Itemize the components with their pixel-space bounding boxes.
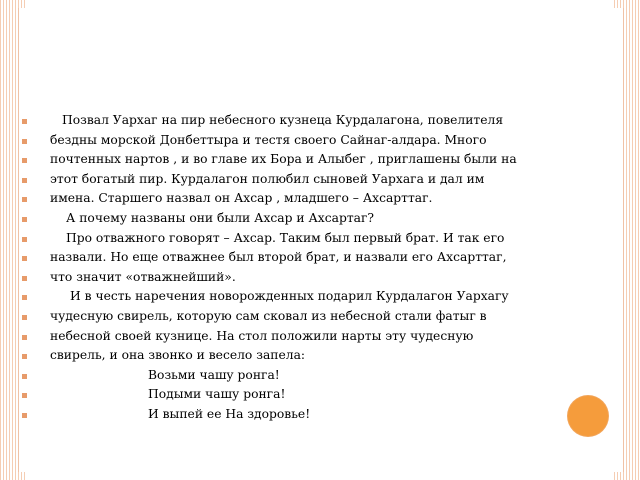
bullet-icon [22, 119, 27, 124]
paragraph-line: имена. Старшего назвал он Ахсар , младшего – Ахсарттаг. [22, 189, 582, 209]
bullet-icon [22, 178, 27, 183]
paragraph-line: почтенных нартов , и во главе их Бора и Алыбег , приглашены были на [22, 150, 582, 170]
slide-text [22, 111, 582, 425]
paragraph-line: что значит «отважнейший». [22, 268, 582, 288]
bullet-icon [22, 393, 27, 398]
paragraph-line: небесной своей кузнице. На стол положили нарты эту чудесную [22, 327, 582, 347]
paragraph-line: этот богатый пир. Курдалагон полюбил сыновей Уархага и дал им [22, 170, 582, 190]
bullet-icon [22, 139, 27, 144]
bullet-icon [22, 256, 27, 261]
bullet-icon [22, 295, 27, 300]
song-line: Возьми чашу ронга! [22, 366, 582, 386]
bullet-icon [22, 354, 27, 359]
song-line: И выпей ее На здоровье! [22, 405, 582, 425]
bullet-icon [22, 315, 27, 320]
orange-circle-decoration [568, 396, 608, 436]
paragraph-line: Про отважного говорят – Ахсар. Таким был первый брат. И так его [22, 229, 582, 249]
paragraph-line: свирель, и она звонко и весело запела: [22, 346, 582, 366]
bullet-icon [22, 158, 27, 163]
paragraph-line: И в честь наречения новорожденных подарил Курдалагон Уархагу [22, 287, 582, 307]
bullet-icon [22, 413, 27, 418]
paragraph-line: Позвал Уархаг на пир небесного кузнеца Курдалагона, повелителя [22, 111, 582, 131]
paragraph-line: чудесную свирель, которую сам сковал из небесной стали фатыг в [22, 307, 582, 327]
bullet-icon [22, 335, 27, 340]
paragraph-line: назвали. Но еще отважнее был второй брат, и назвали его Ахсарттаг, [22, 248, 582, 268]
bullet-icon [22, 197, 27, 202]
paragraph-line: бездны морской Донбеттыра и тестя своего Сайнаг-алдара. Много [22, 131, 582, 151]
bullet-icon [22, 276, 27, 281]
song-line: Подыми чашу ронга! [22, 385, 582, 405]
paragraph-line: А почему названы они были Ахсар и Ахсартаг? [22, 209, 582, 229]
bullet-icon [22, 374, 27, 379]
bullet-icon [22, 237, 27, 242]
bullet-icon [22, 217, 27, 222]
